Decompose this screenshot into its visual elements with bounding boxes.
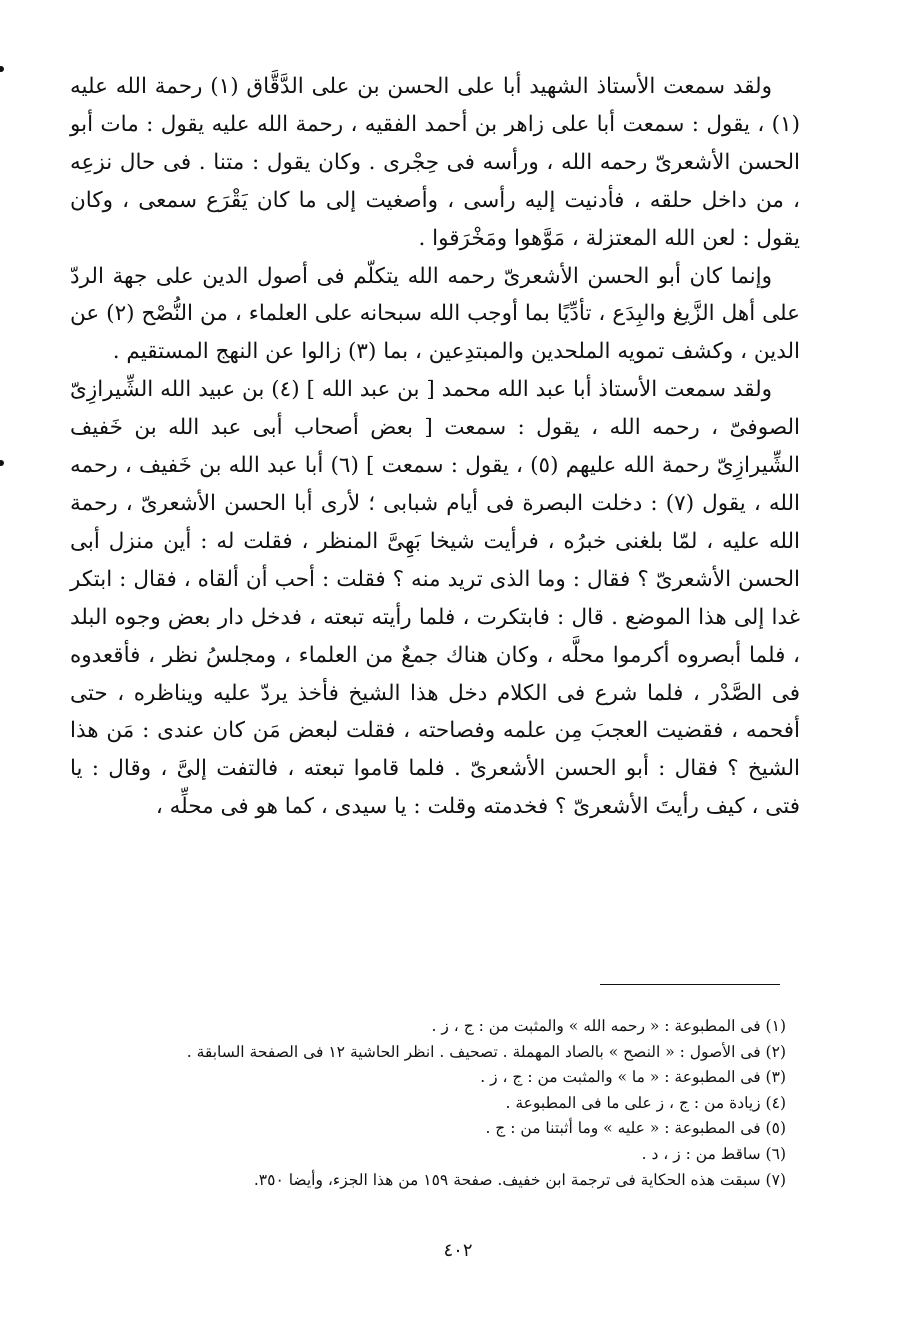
footnote-4: (٤) زيادة من : ج ، ز على ما فى المطبوعة .	[505, 1093, 786, 1112]
footnote-1: (١) فى المطبوعة : « رحمه الله » والمثبت من : ج ، ز .	[431, 1017, 786, 1035]
margin-mark	[0, 460, 4, 466]
footnote-2: (٢) فى الأصول : « النصح » بالصاد المهملة . تصحيف . انظر الحاشية ١٢ فى الصفحة السابقة .	[186, 1042, 786, 1061]
paragraph-3: ولقد سمعت الأستاذ أبا عبد الله محمد [ بن عبد الله ] (٤) بن عبيد الله الشِّيرازِىّ الصوفىّ ، رحمه الله ، يقول : سمعت [ بعض أصحاب أبى عبد الله بن خَفيف الشِّيرازِىّ رحمة الله عليهم (٥) ، يقول : سمعت ] (٦) أبا عبد الله بن خَفيف ، رحمه الله ، يقول (٧) : دخلت البصرة فى أيام شبابى ؛ لأرى أبا الحسن الأشعرىّ ، رحمة الله عليه ، لمّا بلغنى خبرُه ، فرأيت شيخا بَهِىَّ المنظر ، فقلت له : أين منزل أبى الحسن الأشعرىّ ؟ فقال : وما الذى تريد منه ؟ فقلت : أحب أن ألقاه ، فقال : ابتكر غدا إلى هذا الموضع . قال : فابتكرت ، فلما رأيته تبعته ، فدخل دار بعض وجوه البلد ، فلما أبصروه أكرموا محلَّه ، وكان هناك جمعٌ من العلماء ، ومجلسُ نظر ، فأقعدوه فى الصَّدْر ، فلما شرع فى الكلام دخل هذا الشيخ فأخذ يردّ عليه ويناظره ، حتى أفحمه ، فقضيت العجبَ مِن علمه وفصاحته ، فقلت لبعض مَن كان عندى : مَن هذا الشيخ ؟ فقال : أبو الحسن الأشعرىّ . فلما قاموا تبعته ، فالتفت إلىَّ ، وقال : يا فتى ، كيف رأيتَ الأشعرىّ ؟ فخدمته وقلت : يا سيدى ، كما هو فى محلِّه ،	[70, 377, 800, 820]
footnote-5: (٥) فى المطبوعة : « عليه » وما أثبتنا من : ج .	[485, 1119, 786, 1138]
footnote-7: (٧) سبقت هذه الحكاية فى ترجمة ابن خفيف. صفحة ١٥٩ من هذا الجزء، وأيضا ٣٥٠.	[253, 1170, 786, 1189]
main-text	[70, 68, 800, 826]
footnote-3: (٣) فى المطبوعة : « ما » والمثبت من : ج ، ز .	[480, 1068, 786, 1087]
paragraph-1: ولقد سمعت الأستاذ الشهيد أبا على الحسن بن على الدَّقَّاق (١) رحمة الله عليه (١) ، يقول : سمعت أبا على زاهر بن أحمد الفقيه ، رحمة الله عليه يقول : مات أبو الحسن الأشعرىّ رحمه الله ، ورأسه فى حِجْرى . وكان يقول : متنا . فى حال نزعِه ، من داخل حلقه ، فأدنيت إليه رأسى ، وأصغيت إلى ما كان يَقْرَع سمعى ، وكان يقول : لعن الله المعتزلة ، مَوَّهوا ومَخْرَقوا .	[70, 74, 800, 251]
footnote-divider	[600, 984, 780, 985]
footnote-6: (٦) ساقط من : ز ، د .	[641, 1144, 786, 1163]
page-number: ٤٠٢	[443, 1240, 473, 1261]
footnotes	[70, 1014, 786, 1193]
margin-mark	[0, 66, 4, 72]
paragraph-2: وإنما كان أبو الحسن الأشعرىّ رحمه الله يتكلّم فى أصول الدين على جهة الردّ على أهل الزَّيغ والبِدَع ، تأدِّيًا بما أوجب الله سبحانه على العلماء ، من النُّصْح (٢) عن الدين ، وكشف تمويه الملحدين والمبتدِعين ، بما (٣) زالوا عن النهج المستقيم .	[70, 263, 801, 365]
